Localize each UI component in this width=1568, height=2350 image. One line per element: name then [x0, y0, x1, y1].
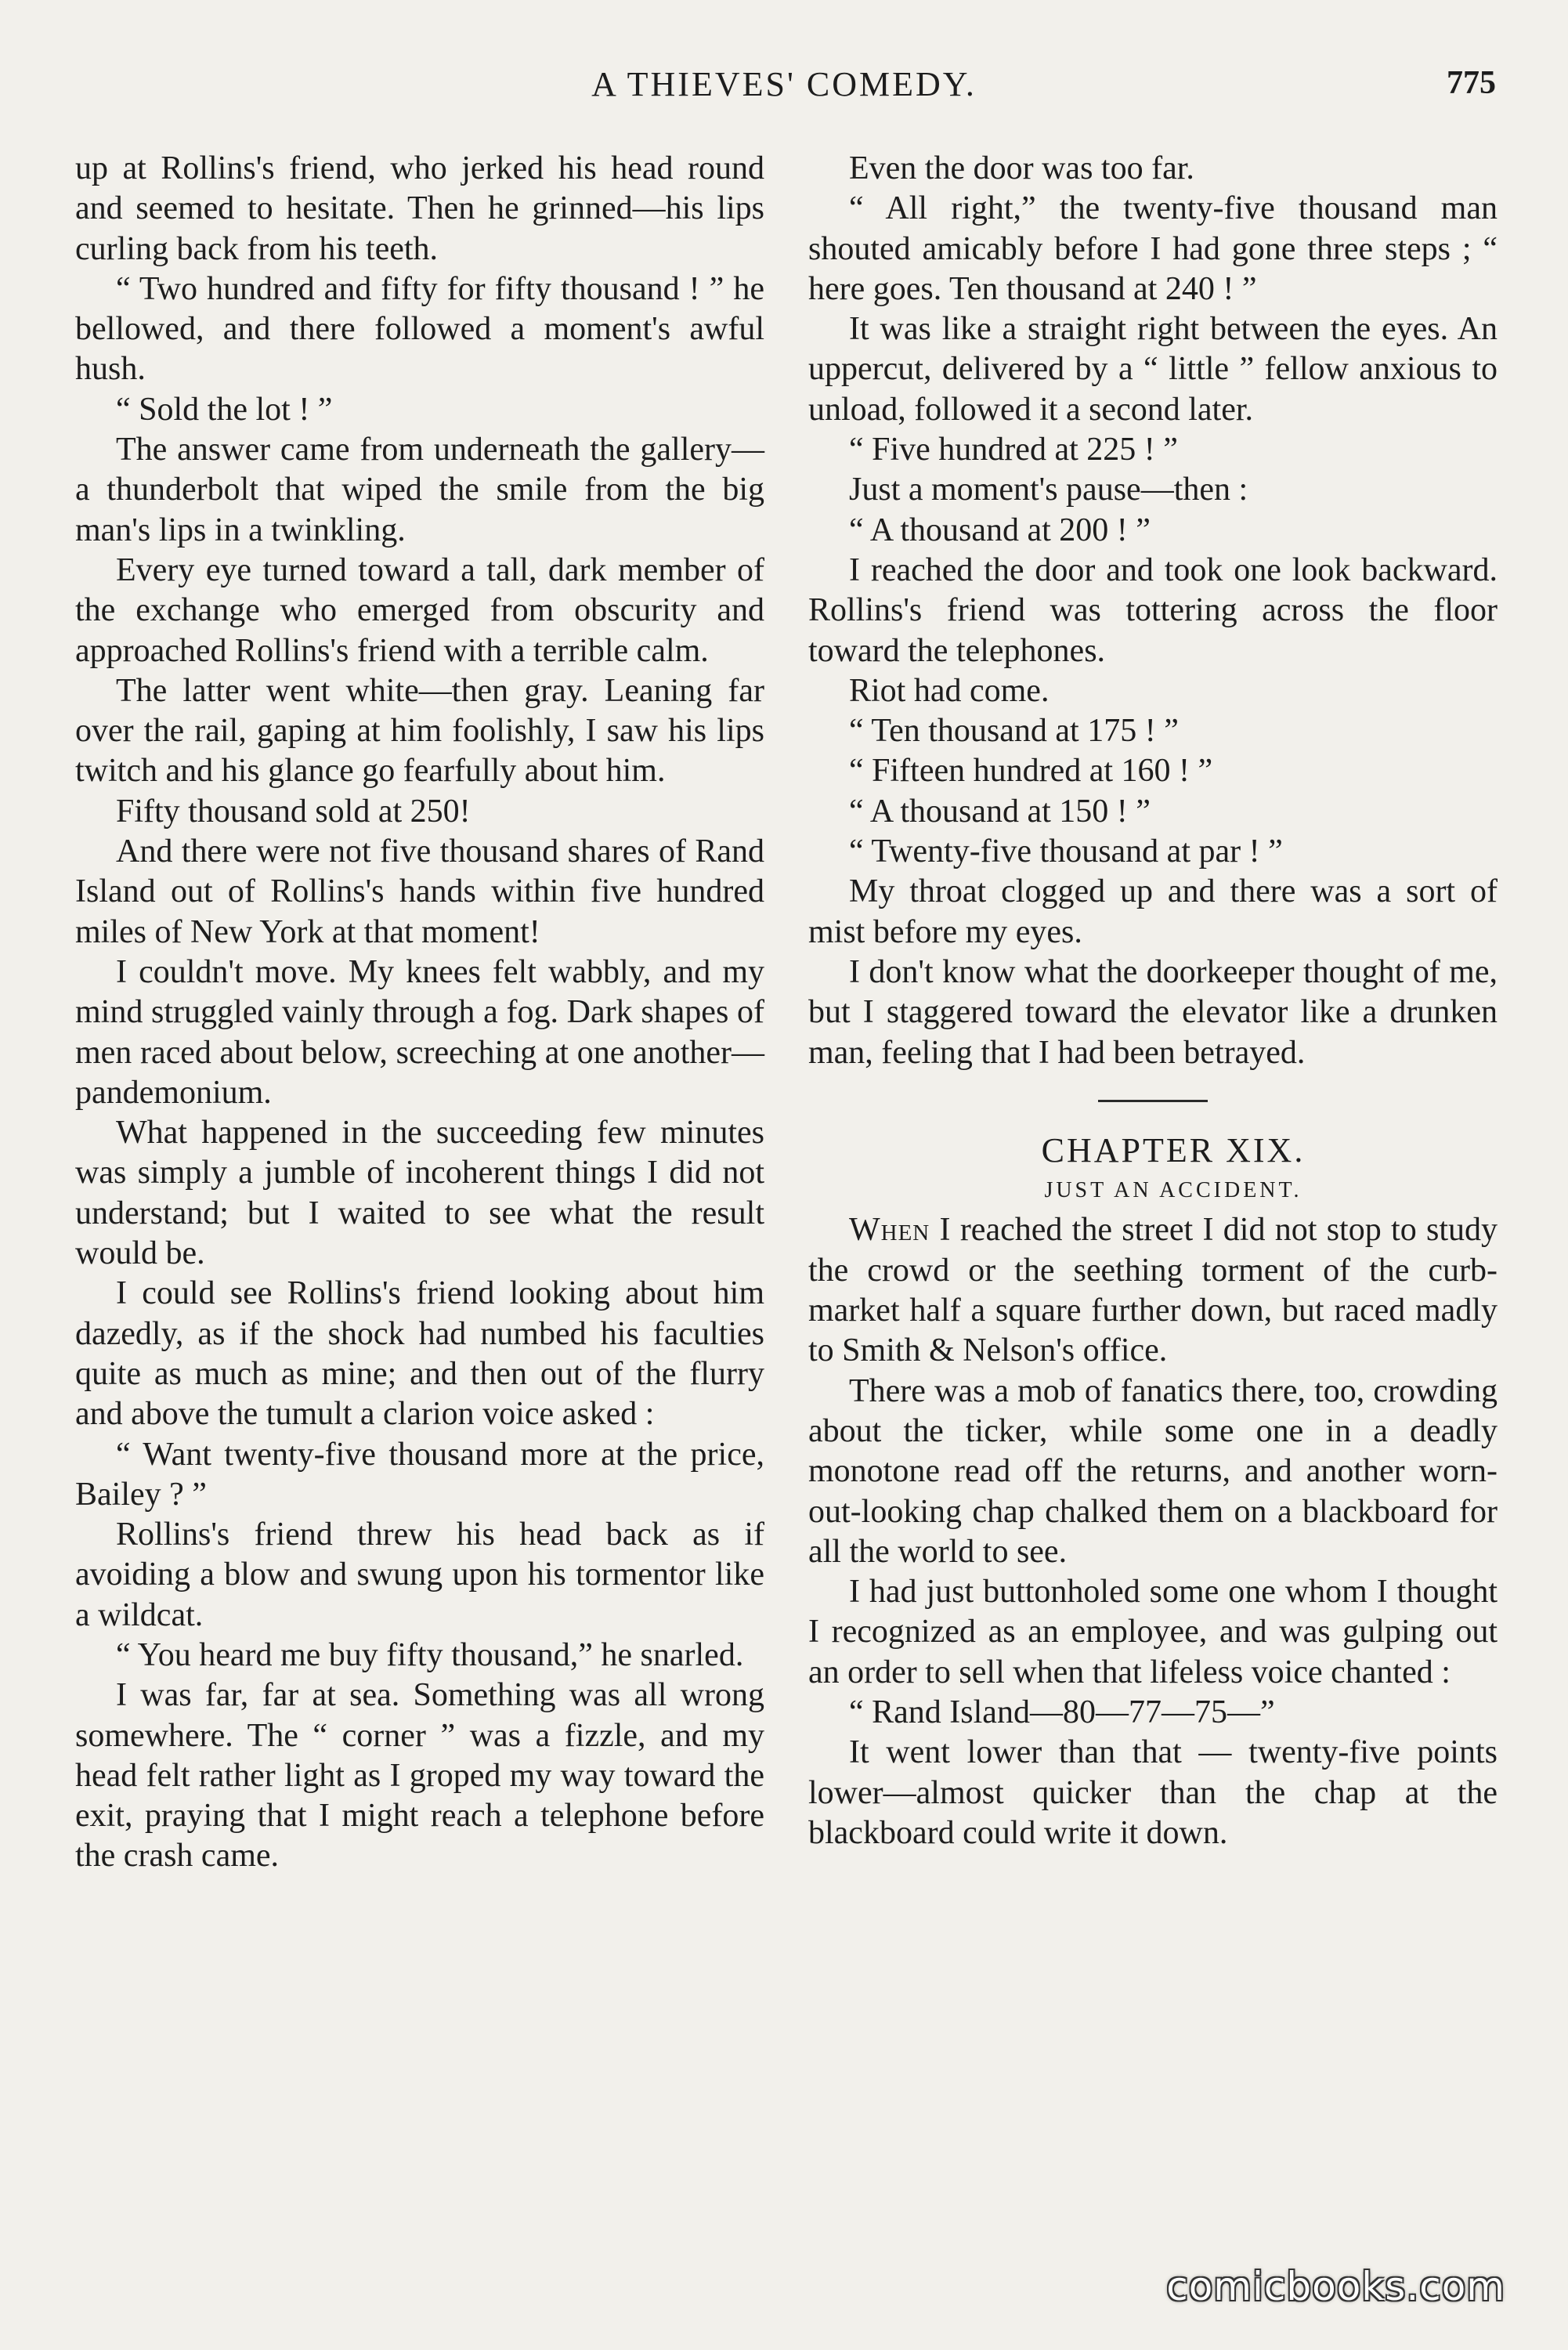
paragraph: “ Sold the lot ! ” — [116, 391, 333, 428]
paragraph: “ Want twenty-five thousand more at the price, Bailey ? ” — [75, 1436, 764, 1513]
paragraph: “ You heard me buy fifty thousand,” he snarled. — [116, 1636, 744, 1673]
paragraph: I had just buttonholed some one whom I thought I recognized as an employee, and was gulping out an order to sell when that lifeless voice chanted : — [808, 1574, 1498, 1690]
paragraph: “ A thousand at 150 ! ” — [849, 793, 1151, 830]
paragraph: I couldn't move. My knees felt wabbly, and my mind struggled vainly through a fog. Dark shapes of men raced about below, screeching at one another—pandemonium. — [75, 953, 764, 1111]
page-number: 775 — [1447, 65, 1496, 101]
paragraph: “ Ten thousand at 175 ! ” — [849, 713, 1179, 750]
paragraph: What happened in the succeeding few minutes was simply a jumble of incoherent things I did not understand; but I waited to see what the result would be. — [75, 1115, 764, 1272]
left-column — [75, 149, 764, 1877]
paragraph: Fifty thousand sold at 250! — [116, 793, 471, 830]
paragraph: There was a mob of fanatics there, too, crowding about the ticker, while some one in a deadly monotone read off the returns, and another worn-out-looking chap chalked them on a blackboard for all the world to see. — [808, 1372, 1498, 1570]
paragraph: “ Twenty-five thousand at par ! ” — [849, 833, 1283, 870]
paragraph: Every eye turned toward a tall, dark member of the exchange who emerged from obscurity and approached Rollins's friend with a terrible calm. — [75, 551, 764, 669]
paragraph: “ Rand Island—80—77—75—” — [849, 1694, 1275, 1730]
paragraph: “ Two hundred and fifty for fifty thousand ! ” he bellowed, and there followed a moment's awful hush. — [75, 270, 764, 388]
paragraph: Just a moment's pause—then : — [849, 472, 1248, 508]
paragraph: “ Five hundred at 225 ! ” — [849, 432, 1178, 468]
paragraph: up at Rollins's friend, who jerked his head round and seemed to hesitate. Then he grinned—his lips curling back from his teeth. — [75, 150, 764, 267]
paragraph: Even the door was too far. — [849, 150, 1194, 186]
paragraph: The answer came from underneath the gallery—a thunderbolt that wiped the smile from the big man's lips in a twinkling. — [75, 432, 764, 548]
paragraph: I could see Rollins's friend looking about him dazedly, as if the shock had numbed his faculties quite as much as mine; and then out of the flurry and above the tumult a clarion voice asked : — [75, 1275, 764, 1433]
paragraph: The latter went white—then gray. Leaning far over the rail, gaping at him foolishly, I saw his lips twitch and his glance go fearfully about him. — [75, 672, 764, 790]
chapter-subtitle: JUST AN ACCIDENT. — [1044, 1178, 1302, 1203]
paragraph: “ Fifteen hundred at 160 ! ” — [849, 753, 1213, 790]
paragraph: I reached the door and took one look backward. Rollins's friend was tottering across the floor toward the telephones. — [808, 551, 1498, 669]
chapter-heading: CHAPTER XIX. — [1041, 1130, 1306, 1170]
paragraph: I don't know what the doorkeeper thought of me, but I staggered toward the elevator like a drunken man, feeling that I had been betrayed. — [808, 953, 1498, 1071]
paragraph: Riot had come. — [849, 672, 1050, 709]
paragraph: “ All right,” the twenty-five thousand man shouted amicably before I had gone three steps ; “ here goes. Ten thousand at 240 ! ” — [808, 190, 1498, 307]
section-divider — [1098, 1100, 1208, 1102]
paragraph: My throat clogged up and there was a sort of mist before my eyes. — [808, 873, 1498, 950]
chapter-first-paragraph — [808, 1210, 1498, 1371]
paragraph: It was like a straight right between the eyes. An uppercut, delivered by a “ little ” fellow anxious to unload, followed it a second later. — [808, 311, 1498, 428]
paragraph: It went lower than that — twenty-five points lower—almost quicker than the chap at the blackboard could write it down. — [808, 1734, 1498, 1851]
paragraph: I was far, far at sea. Something was all wrong somewhere. The “ corner ” was a fizzle, and my head felt rather light as I groped my way toward the exit, praying that I might reach a telephone before the crash came. — [75, 1677, 764, 1875]
paragraph: Rollins's friend threw his head back as if avoiding a blow and swung upon his tormentor like a wildcat. — [75, 1517, 764, 1633]
running-title: A THIEVES' COMEDY. — [591, 65, 977, 103]
first-paragraph-text: I reached the street I did not stop to study the crowd or the seething torment of the curb-market half a square further down, but raced madly to Smith & Nelson's office. — [808, 1212, 1498, 1369]
drop-lead-word: When — [849, 1212, 930, 1249]
paragraph: And there were not five thousand shares of Rand Island out of Rollins's hands within five hundred miles of New York at that moment! — [75, 833, 764, 950]
right-column — [808, 149, 1498, 1853]
paragraph: “ A thousand at 200 ! ” — [849, 512, 1151, 548]
running-head — [0, 64, 1568, 111]
watermark: comicbooks.com — [1166, 2264, 1505, 2309]
